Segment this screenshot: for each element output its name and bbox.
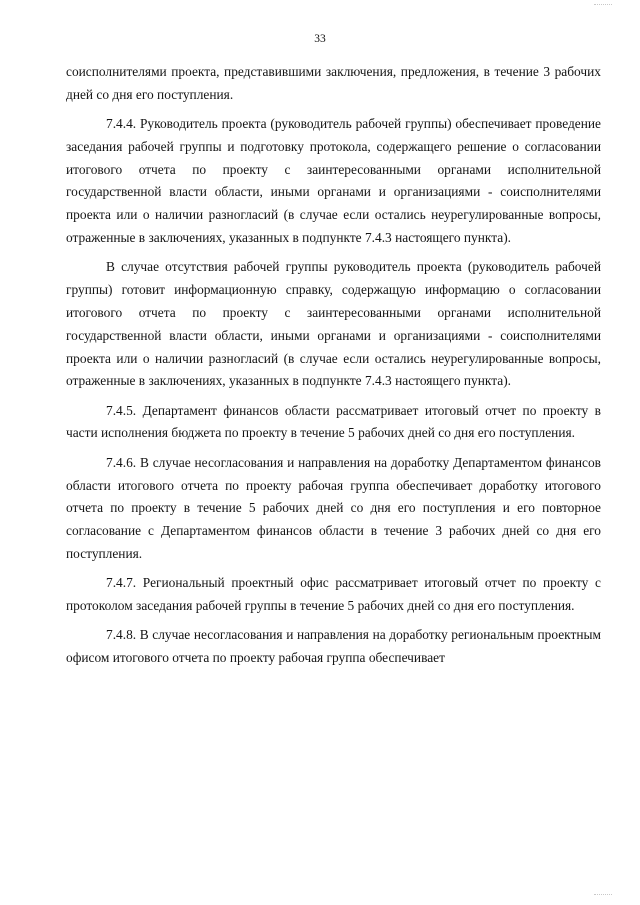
scan-mark-top bbox=[594, 0, 612, 5]
page-number: 33 bbox=[314, 33, 326, 45]
paragraph-7-4-8: 7.4.8. В случае несогласования и направления на доработку региональным проектным офисом итогового отчета по проекту рабочая группа обеспечивает bbox=[66, 627, 601, 666]
paragraph-7-4-5: 7.4.5. Департамент финансов области рассматривает итоговый отчет по проекту в части исполнения бюджета по проекту в течение 5 рабочих дней со дня его поступления. bbox=[66, 402, 601, 441]
scan-mark-bottom bbox=[594, 890, 612, 895]
paragraph-7-4-6: 7.4.6. В случае несогласования и направления на доработку Департаментом финансов области итогового отчета по проекту рабочая группа обеспечивает доработку итогового отчета по проекту в течение 5 рабочих дней со дня его поступления и его повторное согласование с Департаментом финансов области в течение 3 рабочих дней со дня его поступления. bbox=[66, 454, 601, 561]
paragraph-7-4-4: 7.4.4. Руководитель проекта (руководитель рабочей группы) обеспечивает проведение заседания рабочей группы и подготовку протокола, содержащего решение о согласовании итогового отчета по проекту с заинтересованными органами исполнительной государственной власти области, иными органами и организациями - соисполнителями проекта или о наличии разногласий (в случае если остались неурегулированные вопросы, отраженные в заключениях, указанных в подпункте 7.4.3 настоящего пункта). bbox=[66, 116, 601, 246]
paragraph-7-4-7: 7.4.7. Региональный проектный офис рассматривает итоговый отчет по проекту с протоколом заседания рабочей группы в течение 5 рабочих дней со дня его поступления. bbox=[66, 575, 601, 614]
paragraph-no-working-group: В случае отсутствия рабочей группы руководитель проекта (руководитель рабочей группы) готовит информационную справку, содержащую информацию о согласовании итогового отчета по проекту с заинтересованными органами исполнительной государственной власти области, иными органами и организациями - соисполнителями проекта или о наличии разногласий (в случае если остались неурегулированные вопросы, отраженные в заключениях, указанных в подпункте 7.4.3 настоящего пункта). bbox=[66, 259, 601, 389]
paragraph-continuation: соисполнителями проекта, представившими заключения, предложения, в течение 3 рабочих дней со дня его поступления. bbox=[66, 64, 601, 102]
document-body bbox=[66, 61, 601, 670]
